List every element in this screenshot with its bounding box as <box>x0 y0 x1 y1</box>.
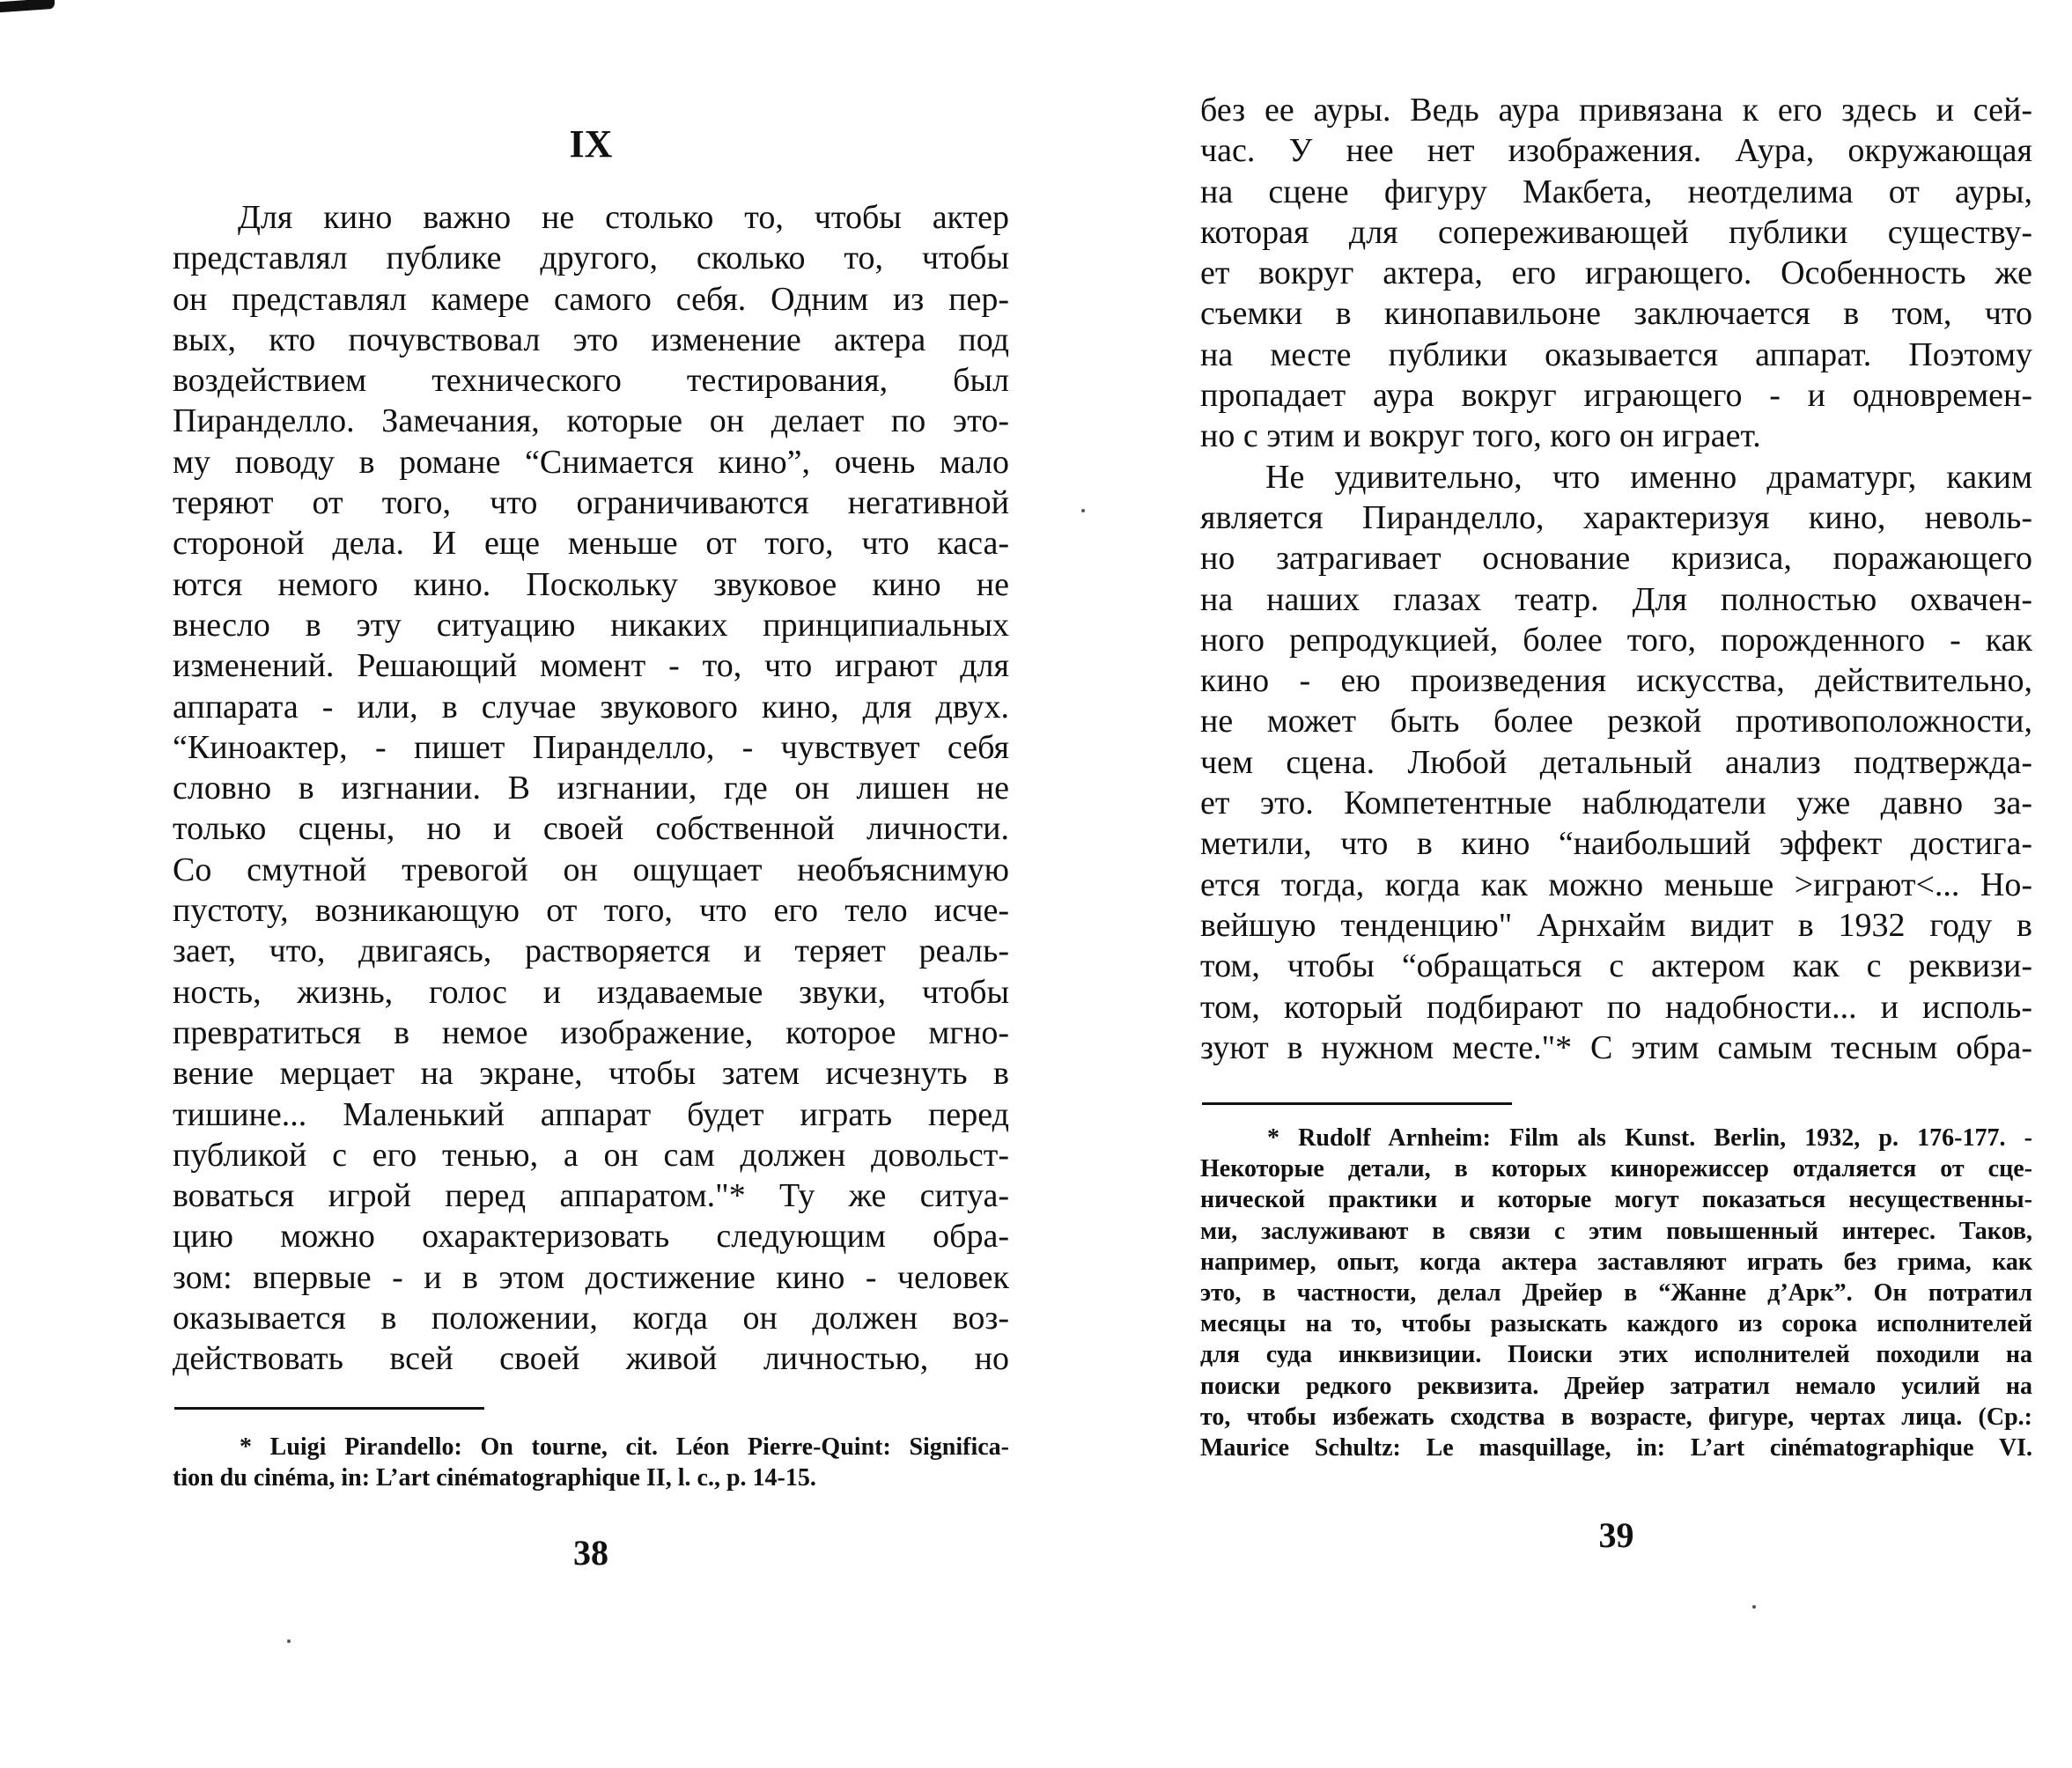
footnote-line: нической практики и которые могут показаться несущественны- <box>1200 1186 2032 1214</box>
footnote-line: * Rudolf Arnheim: Film als Kunst. Berlin, 1932, p. 176-177. - <box>1267 1124 2032 1152</box>
footnote-line: Некоторые детали, в которых кинорежиссер отдаляется от сце- <box>1200 1155 2032 1183</box>
right-body-text <box>1200 90 2032 1068</box>
text-line: Со смутной тревогой он ощущает необъяснимую <box>173 851 1009 888</box>
text-line: Для кино важно не столько то, чтобы актер <box>238 199 1009 236</box>
text-line: том, чтобы “обращаться с актером как с реквизи- <box>1200 947 2032 985</box>
text-line: не может быть более резкой противоположности, <box>1200 703 2032 740</box>
text-line: зает, что, двигаясь, растворяется и теряет реаль- <box>173 932 1009 970</box>
text-line: представлял публике другого, сколько то, чтобы <box>173 239 1009 277</box>
text-line: ет вокруг актера, его играющего. Особенность же <box>1200 254 2032 292</box>
right-footnote <box>1200 1123 2032 1463</box>
text-line: цию можно охарактеризовать следующим обра- <box>173 1218 1009 1256</box>
page-number: 38 <box>573 1533 608 1573</box>
text-line: пропадает аура вокруг играющего - и одновремен- <box>1200 377 2032 415</box>
text-line: том, который подбирают по надобности... и исполь- <box>1200 988 2032 1026</box>
text-line: ность, жизнь, голос и издаваемые звуки, чтобы <box>173 973 1009 1011</box>
footnote-line: то, чтобы избежать сходства в возрасте, фигуре, чертах лица. (Ср.: <box>1200 1403 2032 1431</box>
text-line: ного репродукцией, более того, порожденного - как <box>1200 621 2032 659</box>
footnote-line: поиски редкого реквизита. Дрейер затратил немало усилий на <box>1200 1372 2032 1400</box>
text-line: зуют в нужном месте."* С этим самым тесным обра- <box>1200 1028 2032 1066</box>
text-line: внесло в эту ситуацию никаких принципиальных <box>173 606 1009 644</box>
text-line: публикой с его тенью, а он сам должен довольст- <box>173 1136 1009 1174</box>
text-line: вых, кто почувствовал это изменение актера под <box>173 320 1009 358</box>
text-line: на месте публики оказывается аппарат. Поэтому <box>1200 335 2032 373</box>
text-line: вение мерцает на экране, чтобы затем исчезнуть в <box>173 1055 1009 1093</box>
chapter-heading: IX <box>569 122 613 166</box>
text-line: словно в изгнании. В изгнании, где он лишен не <box>173 770 1009 807</box>
footnote-rule <box>174 1407 484 1410</box>
text-line: съемки в кинопавильоне заключается в том, что <box>1200 295 2032 333</box>
text-line: которая для сопереживающей публики существу- <box>1200 213 2032 251</box>
footnote-line: месяцы на то, чтобы разыскать каждого из сорока исполнителей <box>1200 1310 2032 1338</box>
scan-speck <box>287 1639 291 1643</box>
text-line: без ее ауры. Ведь аура привязана к его здесь и сей- <box>1200 92 2032 129</box>
footnote-rule <box>1202 1102 1512 1105</box>
text-line: изменений. Решающий момент - то, что играют для <box>173 647 1009 685</box>
footnote-line: например, опыт, когда актера заставляют играть без грима, как <box>1200 1248 2032 1276</box>
text-line: на наших глазах театр. Для полностью охвачен- <box>1200 580 2032 618</box>
footnote-line: tion du cinéma, in: L’art cinématographique II, l. c., p. 14-15. <box>173 1464 816 1492</box>
text-line: Пиранделло. Замечания, которые он делает по это- <box>173 402 1009 440</box>
text-line: на сцене фигуру Макбета, неотделима от ауры, <box>1200 173 2032 210</box>
text-line: “Киноактер, - пишет Пиранделло, - чувствует себя <box>173 728 1009 766</box>
text-line: воздействием технического тестирования, был <box>173 362 1009 400</box>
text-line: ются немого кино. Поскольку звуковое кино не <box>173 565 1009 603</box>
page-number: 39 <box>1598 1515 1634 1555</box>
text-line: зом: впервые - и в этом достижение кино - человек <box>173 1258 1009 1296</box>
text-line: но с этим и вокруг того, кого он играет. <box>1200 417 1761 455</box>
text-line: тишине... Маленький аппарат будет играть перед <box>173 1095 1009 1133</box>
scan-speck <box>1081 509 1085 512</box>
text-line: ется тогда, когда как можно меньше >играют<... Но- <box>1200 866 2032 903</box>
left-footnote <box>173 1432 1009 1493</box>
text-line: действовать всей своей живой личностью, но <box>173 1340 1009 1378</box>
text-line: только сцены, но и своей собственной личности. <box>173 810 1009 848</box>
footnote-line: Maurice Schultz: Le masquillage, in: L’art cinématographique VI. <box>1200 1433 2032 1462</box>
text-line: но затрагивает основание кризиса, поражающего <box>1200 540 2032 578</box>
footnote-line: * Luigi Pirandello: On tourne, cit. Léon Pierre-Quint: Significa- <box>240 1433 1009 1461</box>
footnote-line: это, в частности, делал Дрейер в “Жанне д’Арк”. Он потратил <box>1200 1278 2032 1307</box>
text-line: аппарата - или, в случае звукового кино, для двух. <box>173 688 1009 726</box>
text-line: воваться игрой перед аппаратом."* Ту же ситуа- <box>173 1177 1009 1215</box>
text-line: стороной дела. И еще меньше от того, что каса- <box>173 525 1009 563</box>
text-line: метили, что в кино “наибольший эффект достига- <box>1200 825 2032 863</box>
text-line: теряют от того, что ограничиваются негативной <box>173 484 1009 522</box>
text-line: ет это. Компетентные наблюдатели уже давно за- <box>1200 785 2032 822</box>
scan-corner-mark <box>0 0 55 12</box>
text-line: оказывается в положении, когда он должен воз- <box>173 1300 1009 1337</box>
footnote-line: для суда инквизиции. Поиски этих исполнителей походили на <box>1200 1341 2032 1369</box>
text-line: му поводу в романе “Снимается кино”, очень мало <box>173 443 1009 481</box>
text-line: превратиться в немое изображение, которое мгно- <box>173 1013 1009 1051</box>
left-body-text <box>173 197 1009 1380</box>
text-line: вейшую тенденцию" Арнхайм видит в 1932 году в <box>1200 906 2032 944</box>
text-line: пустоту, возникающую от того, что его тело исче- <box>173 892 1009 930</box>
footnote-line: ми, заслуживают в связи с этим повышенный интерес. Таков, <box>1200 1217 2032 1245</box>
text-line: кино - ею произведения искусства, действительно, <box>1200 662 2032 700</box>
text-line: чем сцена. Любой детальный анализ подтвержда- <box>1200 743 2032 781</box>
text-line: он представлял камере самого себя. Одним из пер- <box>173 280 1009 318</box>
scan-speck <box>1752 1605 1756 1609</box>
text-line: час. У нее нет изображения. Аура, окружающая <box>1200 132 2032 170</box>
text-line: Не удивительно, что именно драматург, каким <box>1265 458 2032 496</box>
text-line: является Пиранделло, характеризуя кино, неволь- <box>1200 498 2032 536</box>
